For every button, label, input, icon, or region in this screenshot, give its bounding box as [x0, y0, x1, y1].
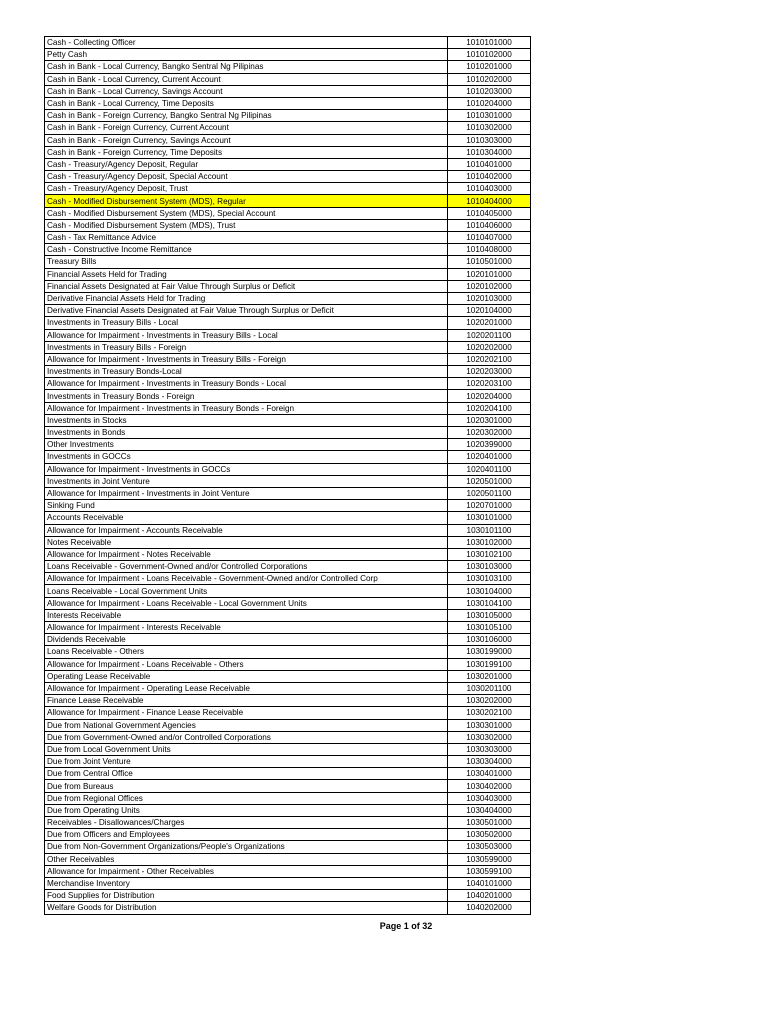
table-row [45, 658, 531, 670]
account-name-cell: Due from Government-Owned and/or Controlled Corporations [45, 731, 448, 743]
account-name-cell: Allowance for Impairment - Interests Receivable [45, 622, 448, 634]
table-row [45, 682, 531, 694]
table-row [45, 536, 531, 548]
table-row [45, 232, 531, 244]
account-code-cell: 1010202000 [448, 73, 531, 85]
table-row [45, 280, 531, 292]
account-name-cell: Cash in Bank - Foreign Currency, Bangko Sentral Ng Pilipinas [45, 110, 448, 122]
account-code-cell: 1020204000 [448, 390, 531, 402]
account-name-cell: Allowance for Impairment - Investments in GOCCs [45, 463, 448, 475]
account-code-cell: 1020401000 [448, 451, 531, 463]
account-name-cell: Other Receivables [45, 853, 448, 865]
account-name-cell: Due from Bureaus [45, 780, 448, 792]
account-name-cell: Receivables - Disallowances/Charges [45, 817, 448, 829]
table-row [45, 207, 531, 219]
account-code-cell: 1010407000 [448, 232, 531, 244]
account-code-cell: 1020202100 [448, 353, 531, 365]
account-name-cell: Food Supplies for Distribution [45, 890, 448, 902]
account-code-cell: 1030101100 [448, 524, 531, 536]
account-code-cell: 1030106000 [448, 634, 531, 646]
account-name-cell: Investments in Treasury Bonds-Local [45, 366, 448, 378]
table-row [45, 414, 531, 426]
account-name-cell: Allowance for Impairment - Investments in Joint Venture [45, 487, 448, 499]
account-name-cell: Finance Lease Receivable [45, 695, 448, 707]
account-code-cell: 1020501000 [448, 475, 531, 487]
table-row [45, 902, 531, 914]
account-code-cell: 1020204100 [448, 402, 531, 414]
table-row [45, 366, 531, 378]
table-row [45, 183, 531, 195]
table-row [45, 110, 531, 122]
table-row [45, 524, 531, 536]
table-row [45, 219, 531, 231]
account-code-cell: 1010203000 [448, 85, 531, 97]
table-row [45, 670, 531, 682]
account-name-cell: Financial Assets Held for Trading [45, 268, 448, 280]
account-name-cell: Allowance for Impairment - Investments in Treasury Bonds - Local [45, 378, 448, 390]
account-name-cell: Investments in Treasury Bills - Foreign [45, 341, 448, 353]
account-name-cell: Due from Joint Venture [45, 756, 448, 768]
account-name-cell: Allowance for Impairment - Loans Receivable - Local Government Units [45, 597, 448, 609]
account-name-cell: Cash - Collecting Officer [45, 37, 448, 49]
account-name-cell: Cash in Bank - Local Currency, Bangko Sentral Ng Pilipinas [45, 61, 448, 73]
table-row [45, 256, 531, 268]
account-name-cell: Cash in Bank - Foreign Currency, Current Account [45, 122, 448, 134]
table-row [45, 37, 531, 49]
table-row [45, 719, 531, 731]
account-name-cell: Loans Receivable - Government-Owned and/or Controlled Corporations [45, 561, 448, 573]
account-name-cell: Investments in Joint Venture [45, 475, 448, 487]
account-code-cell: 1020201000 [448, 317, 531, 329]
table-row [45, 573, 531, 585]
table-row [45, 841, 531, 853]
table-row [45, 817, 531, 829]
account-table-body [45, 37, 531, 915]
account-name-cell: Allowance for Impairment - Accounts Receivable [45, 524, 448, 536]
account-code-cell: 1010301000 [448, 110, 531, 122]
account-code-cell: 1020401100 [448, 463, 531, 475]
table-row [45, 378, 531, 390]
account-code-cell: 1010302000 [448, 122, 531, 134]
table-row [45, 792, 531, 804]
table-row [45, 731, 531, 743]
page-number: Page 1 of 32 [379, 921, 433, 931]
account-name-cell: Petty Cash [45, 49, 448, 61]
account-name-cell: Allowance for Impairment - Operating Lease Receivable [45, 682, 448, 694]
account-code-cell: 1030401000 [448, 768, 531, 780]
account-code-cell: 1020301000 [448, 414, 531, 426]
table-row [45, 244, 531, 256]
account-name-cell: Cash - Modified Disbursement System (MDS), Special Account [45, 207, 448, 219]
table-row [45, 49, 531, 61]
table-row [45, 768, 531, 780]
account-code-cell: 1010401000 [448, 158, 531, 170]
account-code-cell: 1030403000 [448, 792, 531, 804]
table-row [45, 707, 531, 719]
account-name-cell: Investments in Stocks [45, 414, 448, 426]
table-row [45, 463, 531, 475]
account-name-cell: Loans Receivable - Local Government Units [45, 585, 448, 597]
account-name-cell: Cash - Treasury/Agency Deposit, Special Account [45, 171, 448, 183]
account-code-cell: 1010303000 [448, 134, 531, 146]
table-row [45, 512, 531, 524]
account-code-cell: 1010406000 [448, 219, 531, 231]
account-name-cell: Cash - Treasury/Agency Deposit, Trust [45, 183, 448, 195]
account-name-cell: Dividends Receivable [45, 634, 448, 646]
account-name-cell: Due from Central Office [45, 768, 448, 780]
account-code-cell: 1030202100 [448, 707, 531, 719]
account-code-cell: 1030103000 [448, 561, 531, 573]
account-code-cell: 1010204000 [448, 97, 531, 109]
account-name-cell: Sinking Fund [45, 500, 448, 512]
account-name-cell: Investments in Treasury Bonds - Foreign [45, 390, 448, 402]
account-name-cell: Derivative Financial Assets Designated at Fair Value Through Surplus or Deficit [45, 305, 448, 317]
table-row [45, 487, 531, 499]
account-code-cell: 1030104100 [448, 597, 531, 609]
table-row [45, 548, 531, 560]
account-code-cell: 1020501100 [448, 487, 531, 499]
account-code-cell: 1010201000 [448, 61, 531, 73]
table-row [45, 743, 531, 755]
account-code-cell: 1030105100 [448, 622, 531, 634]
account-code-cell: 1030599100 [448, 865, 531, 877]
account-code-cell: 1020103000 [448, 292, 531, 304]
table-row [45, 353, 531, 365]
account-name-cell: Cash - Treasury/Agency Deposit, Regular [45, 158, 448, 170]
account-name-cell: Allowance for Impairment - Investments in Treasury Bills - Local [45, 329, 448, 341]
table-row [45, 695, 531, 707]
account-code-cell: 1010404000 [448, 195, 531, 207]
account-name-cell: Cash - Tax Remittance Advice [45, 232, 448, 244]
account-name-cell: Welfare Goods for Distribution [45, 902, 448, 914]
table-row [45, 195, 531, 207]
account-code-cell: 1030102100 [448, 548, 531, 560]
account-code-cell: 1030502000 [448, 829, 531, 841]
account-code-cell: 1020201100 [448, 329, 531, 341]
account-code-cell: 1010408000 [448, 244, 531, 256]
account-code-cell: 1010304000 [448, 146, 531, 158]
table-row [45, 597, 531, 609]
table-row [45, 609, 531, 621]
table-row [45, 390, 531, 402]
table-row [45, 427, 531, 439]
table-row [45, 865, 531, 877]
account-code-cell: 1020104000 [448, 305, 531, 317]
account-name-cell: Investments in Treasury Bills - Local [45, 317, 448, 329]
account-code-cell: 1030599000 [448, 853, 531, 865]
table-row [45, 158, 531, 170]
account-name-cell: Due from Operating Units [45, 804, 448, 816]
table-row [45, 73, 531, 85]
account-code-cell: 1030201100 [448, 682, 531, 694]
account-name-cell: Notes Receivable [45, 536, 448, 548]
account-code-cell: 1020203100 [448, 378, 531, 390]
account-code-cell: 1020102000 [448, 280, 531, 292]
table-row [45, 622, 531, 634]
account-name-cell: Treasury Bills [45, 256, 448, 268]
account-name-cell: Cash in Bank - Local Currency, Current Account [45, 73, 448, 85]
table-row [45, 268, 531, 280]
account-code-cell: 1040201000 [448, 890, 531, 902]
account-code-cell: 1030199100 [448, 658, 531, 670]
account-code-cell: 1040101000 [448, 877, 531, 889]
table-row [45, 317, 531, 329]
account-name-cell: Loans Receivable - Others [45, 646, 448, 658]
account-code-cell: 1010501000 [448, 256, 531, 268]
table-row [45, 122, 531, 134]
table-row [45, 780, 531, 792]
table-row [45, 97, 531, 109]
account-code-cell: 1030102000 [448, 536, 531, 548]
account-code-cell: 1020203000 [448, 366, 531, 378]
account-name-cell: Cash in Bank - Foreign Currency, Savings Account [45, 134, 448, 146]
account-name-cell: Cash - Modified Disbursement System (MDS), Trust [45, 219, 448, 231]
table-row [45, 402, 531, 414]
table-row [45, 646, 531, 658]
table-row [45, 146, 531, 158]
account-code-cell: 1030199000 [448, 646, 531, 658]
table-row [45, 853, 531, 865]
account-code-cell: 1030104000 [448, 585, 531, 597]
account-code-cell: 1030103100 [448, 573, 531, 585]
account-code-cell: 1010405000 [448, 207, 531, 219]
account-name-cell: Due from Local Government Units [45, 743, 448, 755]
account-code-cell: 1010102000 [448, 49, 531, 61]
account-name-cell: Other Investments [45, 439, 448, 451]
account-name-cell: Allowance for Impairment - Loans Receivable - Others [45, 658, 448, 670]
account-code-cell: 1030402000 [448, 780, 531, 792]
account-code-cell: 1020302000 [448, 427, 531, 439]
account-code-cell: 1010402000 [448, 171, 531, 183]
table-row [45, 756, 531, 768]
account-name-cell: Interests Receivable [45, 609, 448, 621]
table-row [45, 829, 531, 841]
account-code-cell: 1010403000 [448, 183, 531, 195]
account-code-cell: 1030105000 [448, 609, 531, 621]
account-code-cell: 1030101000 [448, 512, 531, 524]
account-code-cell: 1030202000 [448, 695, 531, 707]
table-row [45, 171, 531, 183]
account-name-cell: Investments in Bonds [45, 427, 448, 439]
table-row [45, 585, 531, 597]
account-name-cell: Derivative Financial Assets Held for Trading [45, 292, 448, 304]
account-code-cell: 1030303000 [448, 743, 531, 755]
table-row [45, 561, 531, 573]
account-code-cell: 1020399000 [448, 439, 531, 451]
account-code-cell: 1030404000 [448, 804, 531, 816]
table-row [45, 475, 531, 487]
account-name-cell: Cash in Bank - Local Currency, Time Deposits [45, 97, 448, 109]
table-row [45, 292, 531, 304]
table-row [45, 341, 531, 353]
account-name-cell: Due from Officers and Employees [45, 829, 448, 841]
account-name-cell: Cash in Bank - Local Currency, Savings Account [45, 85, 448, 97]
table-row [45, 500, 531, 512]
table-row [45, 329, 531, 341]
account-code-cell: 1010101000 [448, 37, 531, 49]
account-name-cell: Cash - Modified Disbursement System (MDS), Regular [45, 195, 448, 207]
account-code-cell: 1030501000 [448, 817, 531, 829]
table-row [45, 451, 531, 463]
account-code-cell: 1030301000 [448, 719, 531, 731]
account-name-cell: Allowance for Impairment - Other Receivables [45, 865, 448, 877]
account-name-cell: Allowance for Impairment - Notes Receivable [45, 548, 448, 560]
account-name-cell: Allowance for Impairment - Investments in Treasury Bonds - Foreign [45, 402, 448, 414]
account-name-cell: Investments in GOCCs [45, 451, 448, 463]
account-table [44, 36, 531, 915]
table-row [45, 134, 531, 146]
account-name-cell: Cash - Constructive Income Remittance [45, 244, 448, 256]
account-code-cell: 1030304000 [448, 756, 531, 768]
account-name-cell: Accounts Receivable [45, 512, 448, 524]
account-code-cell: 1030201000 [448, 670, 531, 682]
account-name-cell: Allowance for Impairment - Finance Lease Receivable [45, 707, 448, 719]
account-name-cell: Financial Assets Designated at Fair Value Through Surplus or Deficit [45, 280, 448, 292]
table-row [45, 890, 531, 902]
account-name-cell: Merchandise Inventory [45, 877, 448, 889]
account-code-cell: 1030503000 [448, 841, 531, 853]
account-code-cell: 1020701000 [448, 500, 531, 512]
table-row [45, 634, 531, 646]
table-row [45, 804, 531, 816]
account-name-cell: Due from Non-Government Organizations/People's Organizations [45, 841, 448, 853]
account-name-cell: Operating Lease Receivable [45, 670, 448, 682]
account-code-cell: 1020202000 [448, 341, 531, 353]
table-row [45, 61, 531, 73]
account-name-cell: Allowance for Impairment - Loans Receivable - Government-Owned and/or Controlled Corp [45, 573, 448, 585]
account-name-cell: Allowance for Impairment - Investments in Treasury Bills - Foreign [45, 353, 448, 365]
table-row [45, 305, 531, 317]
table-row [45, 85, 531, 97]
account-name-cell: Cash in Bank - Foreign Currency, Time Deposits [45, 146, 448, 158]
table-row [45, 877, 531, 889]
account-name-cell: Due from Regional Offices [45, 792, 448, 804]
account-name-cell: Due from National Government Agencies [45, 719, 448, 731]
table-row [45, 439, 531, 451]
account-code-cell: 1020101000 [448, 268, 531, 280]
account-code-cell: 1040202000 [448, 902, 531, 914]
account-code-cell: 1030302000 [448, 731, 531, 743]
